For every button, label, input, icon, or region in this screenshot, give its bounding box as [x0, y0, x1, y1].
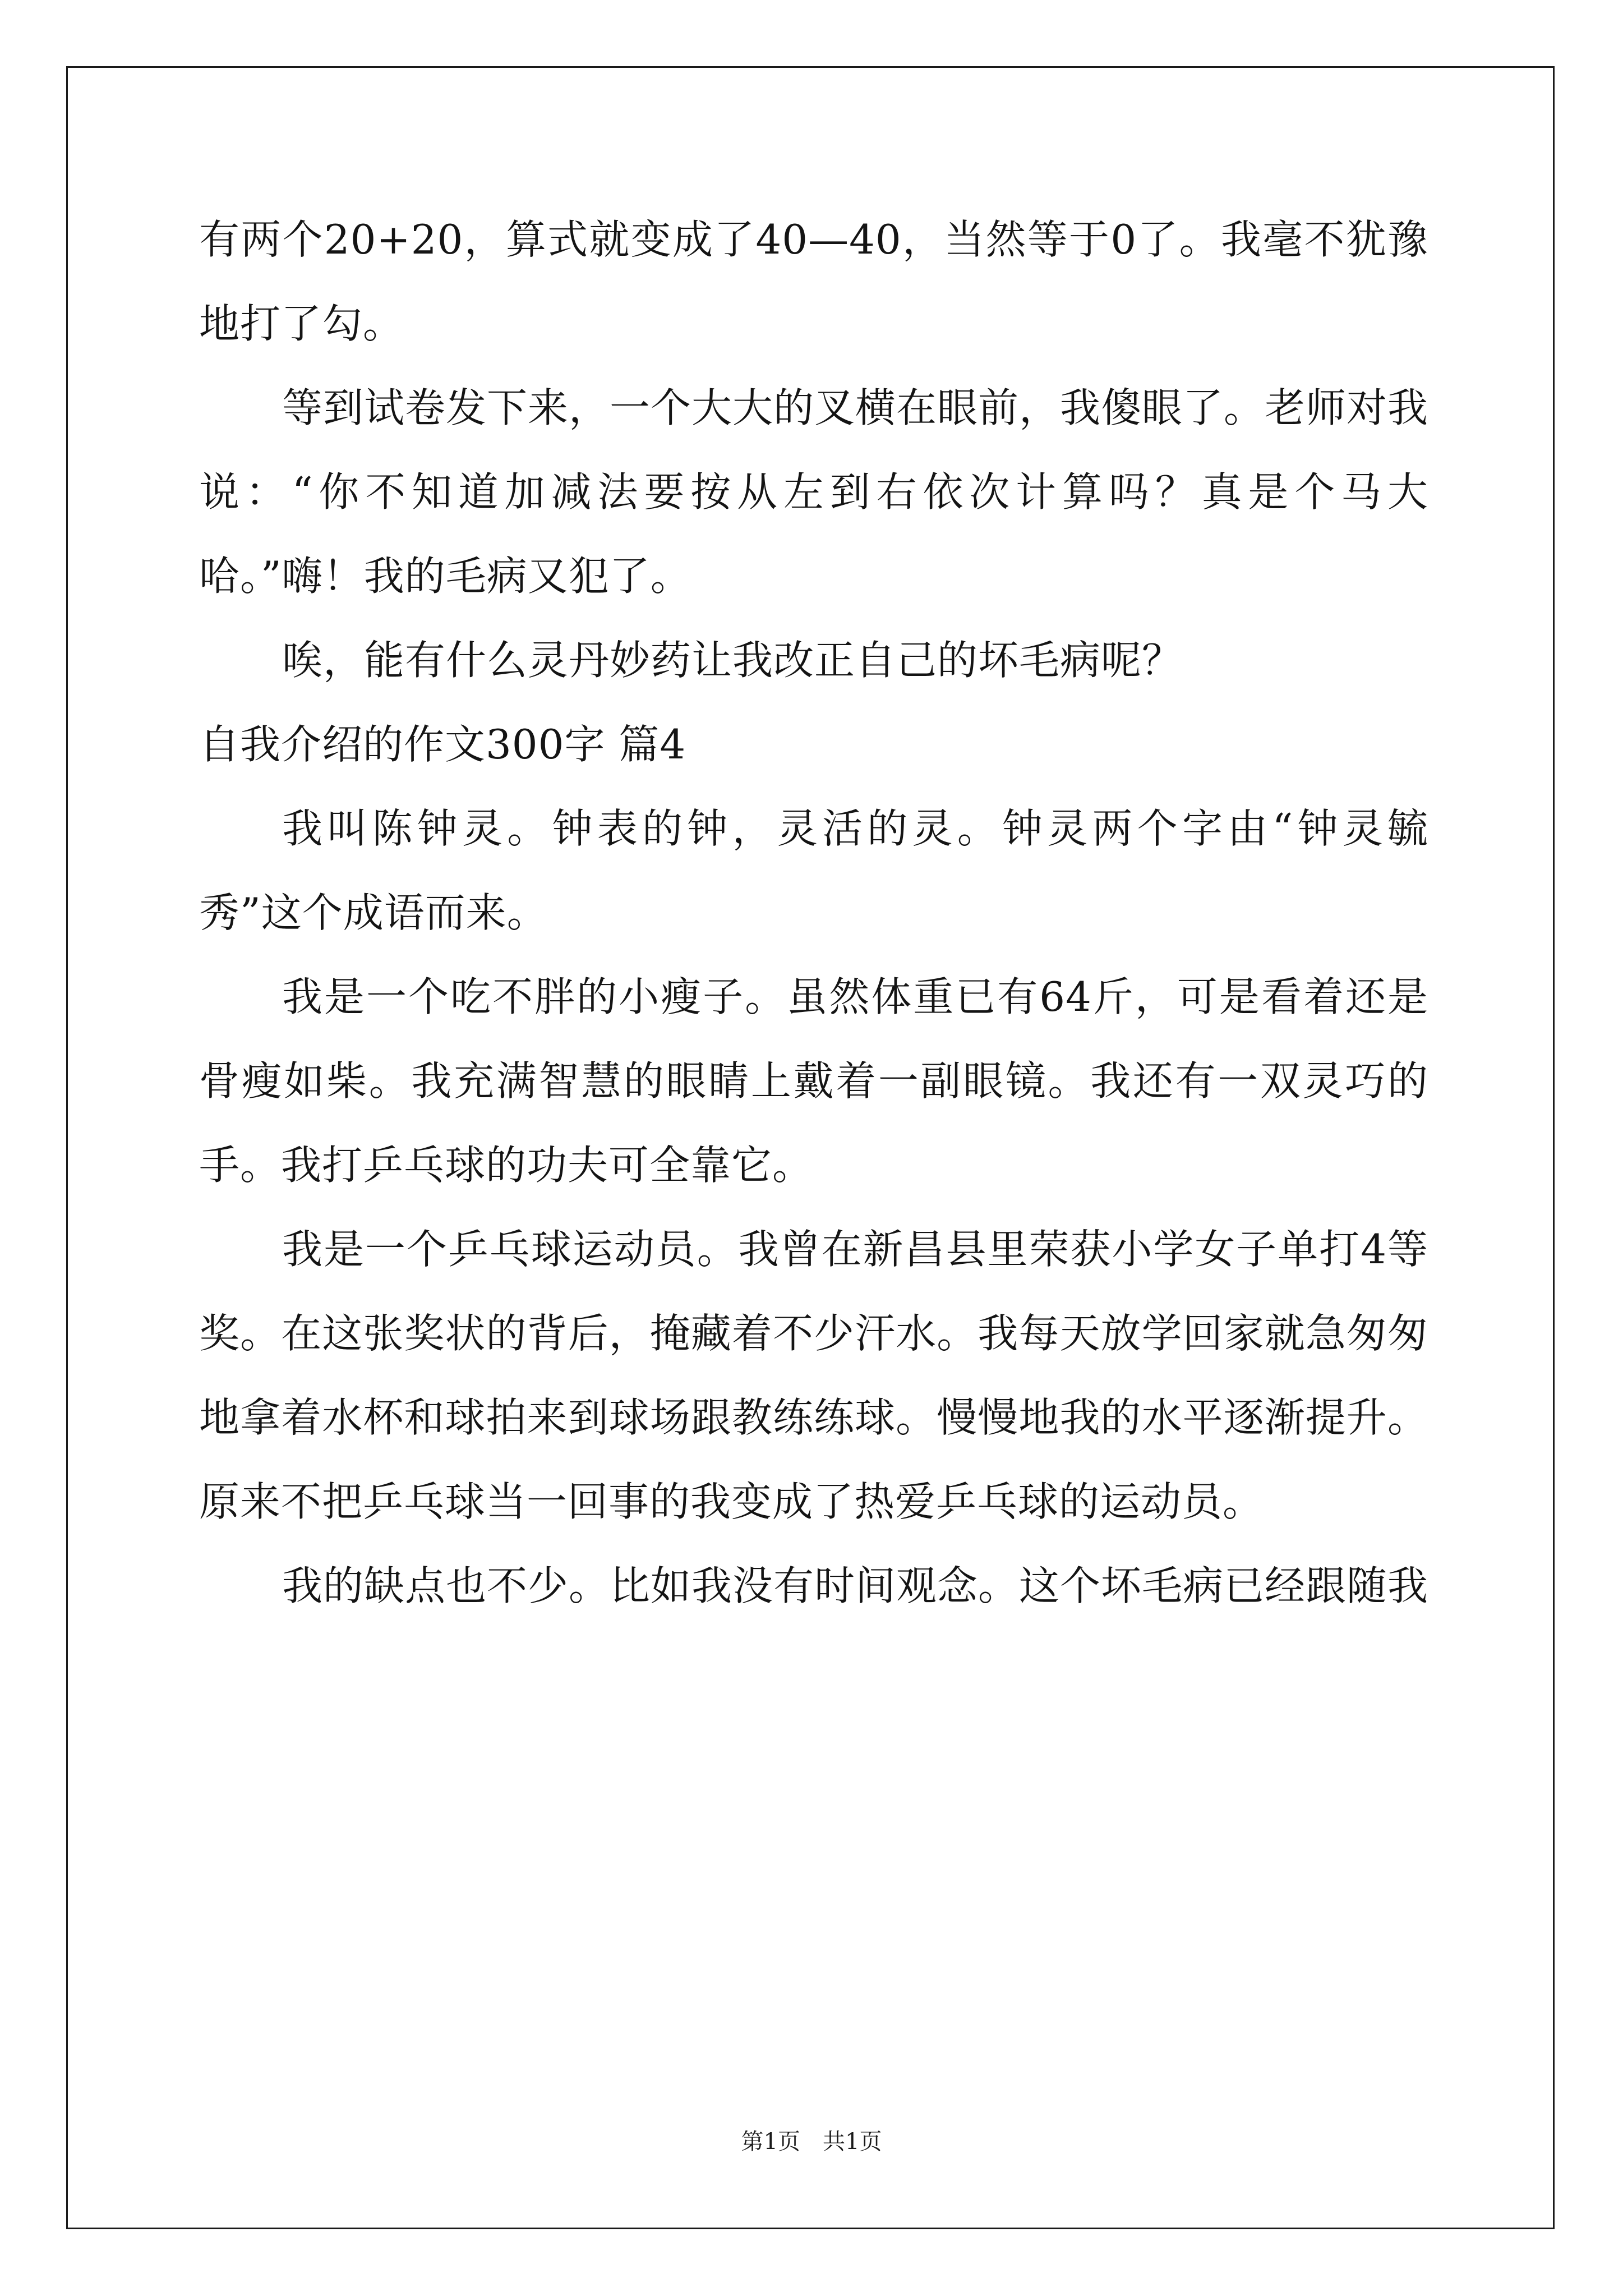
paragraph: 唉，能有什么灵丹妙药让我改正自己的坏毛病呢？	[282, 637, 1183, 684]
paragraph: 我叫陈钟灵。钟表的钟，灵活的灵。钟灵两个字由“钟灵毓秀”这个成语而来。	[199, 805, 1428, 936]
paragraph: 我是一个吃不胖的小瘦子。虽然体重已有64斤，可是看着还是骨瘦如柴。我充满智慧的眼睛上戴着一副眼镜。我还有一双灵巧的手。我打乒乓球的功夫可全靠它。	[199, 973, 1428, 1189]
document-body	[199, 197, 1428, 1628]
paragraph: 我是一个乒乓球运动员。我曾在新昌县里荣获小学女子单打4等奖。在这张奖状的背后，掩藏着不少汗水。我每天放学回家就急匆匆地拿着水杯和球拍来到球场跟教练练球。慢慢地我的水平逐渐提升。原来不把乒乓球当一回事的我变成了热爱乒乓球的运动员。	[199, 1226, 1428, 1525]
page-footer: 第1页 共1页	[741, 2129, 882, 2155]
paragraph-continuation: 有两个20+20，算式就变成了40—40，当然等于0了。我毫不犹豫地打了勾。	[199, 216, 1428, 347]
section-heading: 自我介绍的作文300字 篇4	[199, 721, 686, 768]
paragraph: 我的缺点也不少。比如我没有时间观念。这个坏毛病已经跟随我	[282, 1562, 1429, 1609]
paragraph: 等到试卷发下来，一个大大的叉横在眼前，我傻眼了。老师对我说：“你不知道加减法要按从左到右依次计算吗？真是个马大哈。”嗨！我的毛病又犯了。	[199, 384, 1429, 600]
